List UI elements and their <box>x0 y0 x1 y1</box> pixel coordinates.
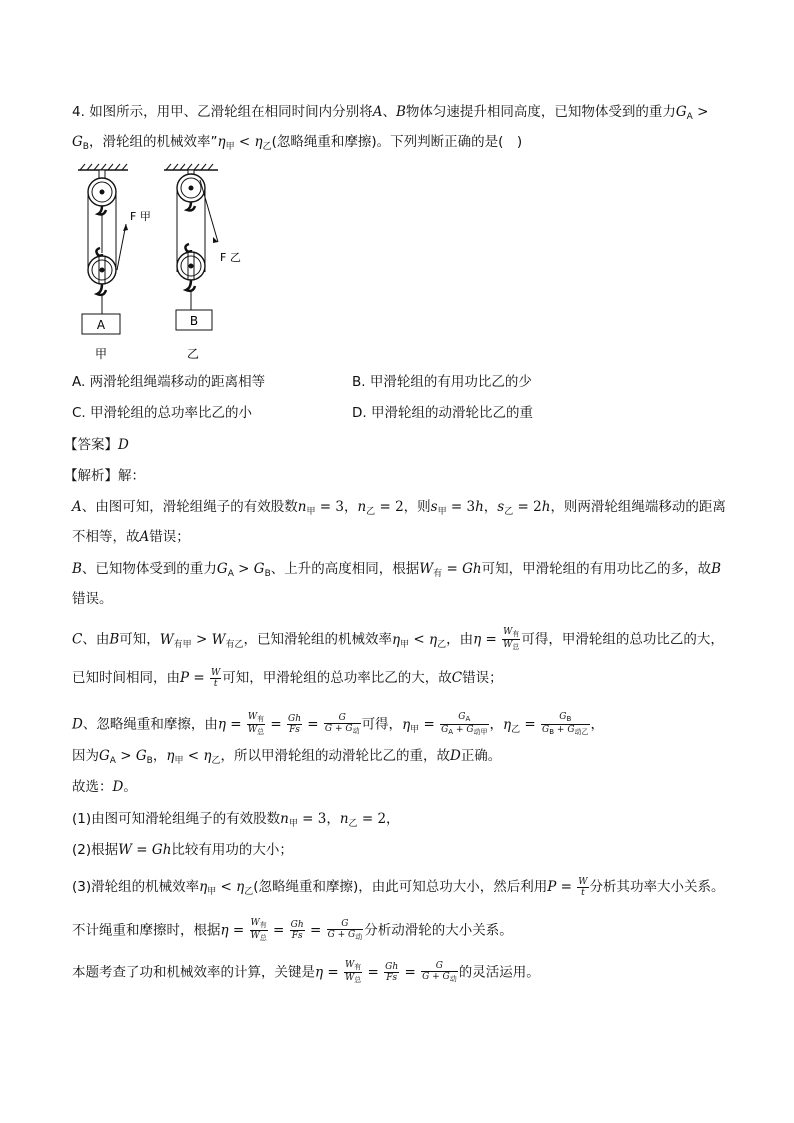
analysis-c-line-1: C、由B可知，$W_{有甲} > W_{有乙}$，已知滑轮组的机械效率$\eta_甲 < \eta_乙$，由η = $\frac{W_有}{W_总}$ 可得，甲滑轮组的总功比乙的大， <box>72 627 724 651</box>
analysis-header: 【解析】解： <box>64 468 145 484</box>
analysis-choose: 故选：D。 <box>72 779 137 795</box>
option-b: B. 甲滑轮组的有用功比乙的少 <box>352 374 532 390</box>
answer-value: D <box>118 437 129 453</box>
option-d: D. 甲滑轮组的动滑轮比乙的重 <box>352 405 533 421</box>
svg-text:B: B <box>189 314 199 328</box>
answer-tag: 【答案】 <box>64 437 118 453</box>
analysis-step-1: (1)由图可知滑轮组绳子的有效股数$n_甲 = 3$，$n_乙 = 2$， <box>72 811 400 829</box>
analysis-a-line-2: 不相等，故A错误； <box>72 529 190 545</box>
analysis-step-5: 本题考查了功和机械效率的计算，关键是η = $\frac{W_有}{W_总}$ = $\frac{Gh}{Fs}$ = $\frac{G}{G + G_动}$ 的灵活运用。 <box>72 960 540 984</box>
fixed-pulley-jia <box>88 170 116 215</box>
analysis-b-line-1: B、已知物体受到的重力$G_A > G_B$、上升的高度相同，根据$W_有 = Gh$可知，甲滑轮组的有用功比乙的多，故B <box>72 561 721 579</box>
pulley-figure <box>72 160 272 365</box>
analysis-c-line-2: 已知时间相同，由P = $\frac{W}{t}$ 可知，甲滑轮组的总功率比乙的大，故C错误； <box>72 667 503 689</box>
analysis-step-3: (3)滑轮组的机械效率$\eta_甲 < \eta_乙$(忽略绳重和摩擦)，由此可知总功大小，然后利用P = $\frac{W}{t}$ 分析其功率大小关系。 <box>72 876 725 898</box>
analysis-step-2: (2)根据W = Gh比较有用功的大小； <box>72 842 293 858</box>
weight-block-a <box>82 314 120 334</box>
caption-yi: 乙 <box>186 347 200 361</box>
caption-jia: 甲 <box>94 347 108 361</box>
analysis-a-line-1: A、由图可知，滑轮组绳子的有效股数$n_甲 = 3$，$n_乙 = 2$，则$s_甲 = 3h$，$s_乙 = 2h$，则两滑轮组绳端移动的距离 <box>72 499 726 517</box>
option-a: A. 两滑轮组绳端移动的距离相等 <box>72 374 266 390</box>
option-c: C. 甲滑轮组的总功率比乙的小 <box>72 405 253 421</box>
svg-text:A: A <box>96 318 106 332</box>
weight-block-b <box>176 310 212 330</box>
ceiling-yi <box>164 164 218 170</box>
fixed-pulley-yi <box>177 170 205 211</box>
answer-line <box>64 434 129 456</box>
moving-pulley-jia <box>88 248 116 314</box>
question-stem-line-2: $G_B$，滑轮组的机械效率$”\eta_甲 < \eta_乙$(忽略绳重和摩擦)。下列判断正确的是( ) <box>72 134 523 152</box>
analysis-step-4: 不计绳重和摩擦时，根据η = $\frac{W_有}{W_总}$ = $\frac{Gh}{Fs}$ = $\frac{G}{G + G_动}$ 分析动滑轮的大小关系。 <box>72 918 513 942</box>
question-number: 4. <box>72 104 85 120</box>
question-stem-line-1: 4. 如图所示，用甲、乙滑轮组在相同时间内分别将A、B物体匀速提升相同高度，已知物体受到的重力$G_A$ > <box>72 104 709 122</box>
moving-pulley-yi <box>177 244 205 310</box>
analysis-d-line-2: 因为$G_A > G_B$，$\eta_甲 < \eta_乙$，所以甲滑轮组的动滑轮比乙的重，故D正确。 <box>72 748 502 766</box>
force-label-yi: F 乙 <box>220 251 241 264</box>
ceiling-jia <box>78 164 128 170</box>
force-label-jia: F 甲 <box>130 210 151 223</box>
analysis-b-line-2: 错误。 <box>72 591 113 607</box>
analysis-d-line-1: D、忽略绳重和摩擦，由η = $\frac{W_有}{W_总}$ = $\frac{Gh}{Fs}$ = $\frac{G}{G + G_动}$ 可得，$\eta_甲$ = $\frac{G_A}{G_A + G_{动甲}}$ ，$\eta_乙$ = $\frac{G_B}{G_B + G_{动乙}}$ ， <box>72 712 605 736</box>
